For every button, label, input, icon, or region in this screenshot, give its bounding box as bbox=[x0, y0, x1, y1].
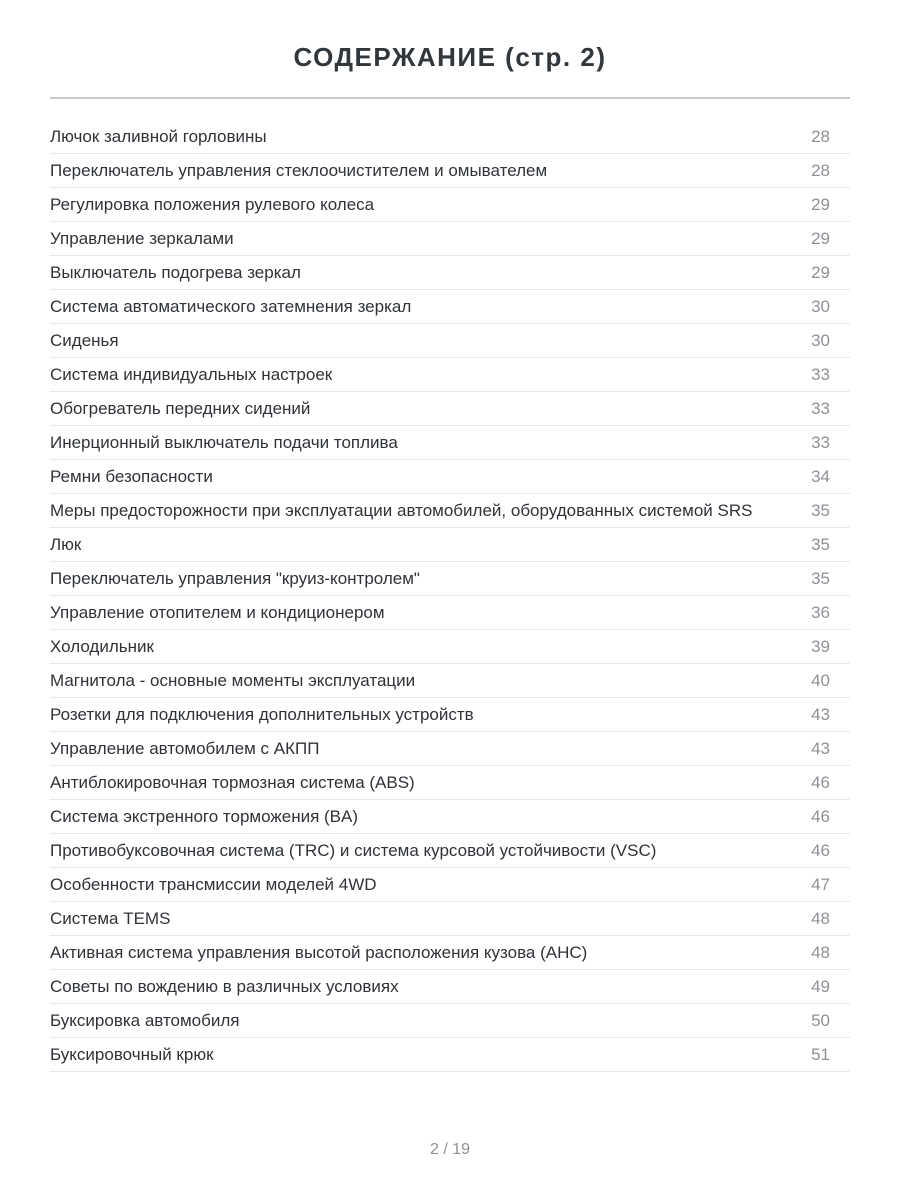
toc-page bbox=[50, 0, 850, 1159]
toc-entry-page-number: 30 bbox=[811, 330, 830, 350]
toc-row[interactable] bbox=[50, 494, 850, 528]
toc-entry-title: Сиденья bbox=[50, 330, 119, 350]
toc-row[interactable] bbox=[50, 460, 850, 494]
toc-row[interactable] bbox=[50, 936, 850, 970]
toc-list bbox=[50, 120, 850, 1072]
toc-row[interactable] bbox=[50, 1004, 850, 1038]
toc-entry-title: Обогреватель передних сидений bbox=[50, 398, 311, 418]
toc-entry-title: Система автоматического затемнения зеркал bbox=[50, 296, 412, 316]
toc-row[interactable] bbox=[50, 664, 850, 698]
toc-entry-title: Магнитола - основные моменты эксплуатации bbox=[50, 670, 416, 690]
toc-row[interactable] bbox=[50, 698, 850, 732]
page-indicator: 2 / 19 bbox=[429, 1141, 471, 1158]
toc-row[interactable] bbox=[50, 222, 850, 256]
toc-row[interactable] bbox=[50, 970, 850, 1004]
toc-row[interactable] bbox=[50, 188, 850, 222]
toc-entry-title: Розетки для подключения дополнительных устройств bbox=[50, 704, 474, 724]
toc-entry-title: Управление отопителем и кондиционером bbox=[50, 602, 385, 622]
toc-entry-page-number: 46 bbox=[811, 772, 830, 792]
toc-entry-page-number: 35 bbox=[811, 500, 830, 520]
toc-entry-title: Управление зеркалами bbox=[50, 228, 234, 248]
toc-entry-page-number: 35 bbox=[811, 534, 830, 554]
toc-entry-title: Система экстренного торможения (BA) bbox=[50, 806, 359, 826]
toc-row[interactable] bbox=[50, 766, 850, 800]
toc-row[interactable] bbox=[50, 562, 850, 596]
toc-entry-page-number: 33 bbox=[811, 398, 830, 418]
toc-entry-title: Регулировка положения рулевого колеса bbox=[50, 194, 375, 214]
toc-entry-page-number: 29 bbox=[811, 194, 830, 214]
toc-entry-page-number: 35 bbox=[811, 568, 830, 588]
toc-entry-page-number: 36 bbox=[811, 602, 830, 622]
toc-entry-title: Буксировочный крюк bbox=[50, 1044, 214, 1064]
toc-entry-page-number: 49 bbox=[811, 976, 830, 996]
toc-row[interactable] bbox=[50, 732, 850, 766]
toc-row[interactable] bbox=[50, 154, 850, 188]
toc-row[interactable] bbox=[50, 324, 850, 358]
toc-row[interactable] bbox=[50, 902, 850, 936]
toc-entry-page-number: 28 bbox=[811, 126, 830, 146]
toc-entry-page-number: 33 bbox=[811, 364, 830, 384]
toc-entry-title: Лючок заливной горловины bbox=[50, 126, 267, 146]
toc-entry-title: Система индивидуальных настроек bbox=[50, 364, 333, 384]
toc-row[interactable] bbox=[50, 290, 850, 324]
toc-row[interactable] bbox=[50, 392, 850, 426]
toc-row[interactable] bbox=[50, 120, 850, 154]
toc-entry-page-number: 46 bbox=[811, 840, 830, 860]
toc-entry-page-number: 33 bbox=[811, 432, 830, 452]
toc-entry-title: Управление автомобилем с АКПП bbox=[50, 738, 320, 758]
toc-entry-title: Люк bbox=[50, 534, 82, 554]
toc-entry-page-number: 48 bbox=[811, 942, 830, 962]
toc-entry-page-number: 51 bbox=[811, 1044, 830, 1064]
toc-entry-title: Особенности трансмиссии моделей 4WD bbox=[50, 874, 377, 894]
toc-row[interactable] bbox=[50, 800, 850, 834]
toc-entry-title: Система TEMS bbox=[50, 908, 171, 928]
toc-entry-title: Буксировка автомобиля bbox=[50, 1010, 240, 1030]
toc-entry-title: Антиблокировочная тормозная система (ABS) bbox=[50, 772, 415, 792]
toc-entry-title: Выключатель подогрева зеркал bbox=[50, 262, 301, 282]
toc-entry-page-number: 47 bbox=[811, 874, 830, 894]
toc-row[interactable] bbox=[50, 528, 850, 562]
toc-entry-page-number: 46 bbox=[811, 806, 830, 826]
toc-row[interactable] bbox=[50, 256, 850, 290]
toc-row[interactable] bbox=[50, 630, 850, 664]
toc-row[interactable] bbox=[50, 1038, 850, 1072]
toc-entry-title: Меры предосторожности при эксплуатации автомобилей, оборудованных системой SRS bbox=[50, 500, 753, 520]
toc-entry-page-number: 39 bbox=[811, 636, 830, 656]
toc-entry-page-number: 48 bbox=[811, 908, 830, 928]
toc-entry-page-number: 43 bbox=[811, 738, 830, 758]
toc-entry-title: Переключатель управления "круиз-контролем" bbox=[50, 568, 420, 588]
toc-entry-title: Активная система управления высотой расположения кузова (AHC) bbox=[50, 942, 588, 962]
toc-entry-title: Переключатель управления стеклоочистителем и омывателем bbox=[50, 160, 548, 180]
toc-row[interactable] bbox=[50, 426, 850, 460]
toc-row[interactable] bbox=[50, 868, 850, 902]
toc-entry-title: Холодильник bbox=[50, 636, 154, 656]
toc-entry-page-number: 50 bbox=[811, 1010, 830, 1030]
toc-entry-title: Ремни безопасности bbox=[50, 466, 213, 486]
toc-entry-title: Противобуксовочная система (TRC) и система курсовой устойчивости (VSC) bbox=[50, 840, 657, 860]
toc-entry-page-number: 29 bbox=[811, 228, 830, 248]
toc-entry-title: Инерционный выключатель подачи топлива bbox=[50, 432, 398, 452]
toc-entry-title: Советы по вождению в различных условиях bbox=[50, 976, 399, 996]
header-divider bbox=[50, 97, 850, 99]
toc-entry-page-number: 29 bbox=[811, 262, 830, 282]
toc-entry-page-number: 40 bbox=[811, 670, 830, 690]
toc-entry-page-number: 28 bbox=[811, 160, 830, 180]
toc-entry-page-number: 43 bbox=[811, 704, 830, 724]
toc-row[interactable] bbox=[50, 834, 850, 868]
toc-entry-page-number: 34 bbox=[811, 466, 830, 486]
toc-row[interactable] bbox=[50, 596, 850, 630]
toc-entry-page-number: 30 bbox=[811, 296, 830, 316]
toc-row[interactable] bbox=[50, 358, 850, 392]
page-title: СОДЕРЖАНИЕ (стр. 2) bbox=[293, 42, 607, 72]
